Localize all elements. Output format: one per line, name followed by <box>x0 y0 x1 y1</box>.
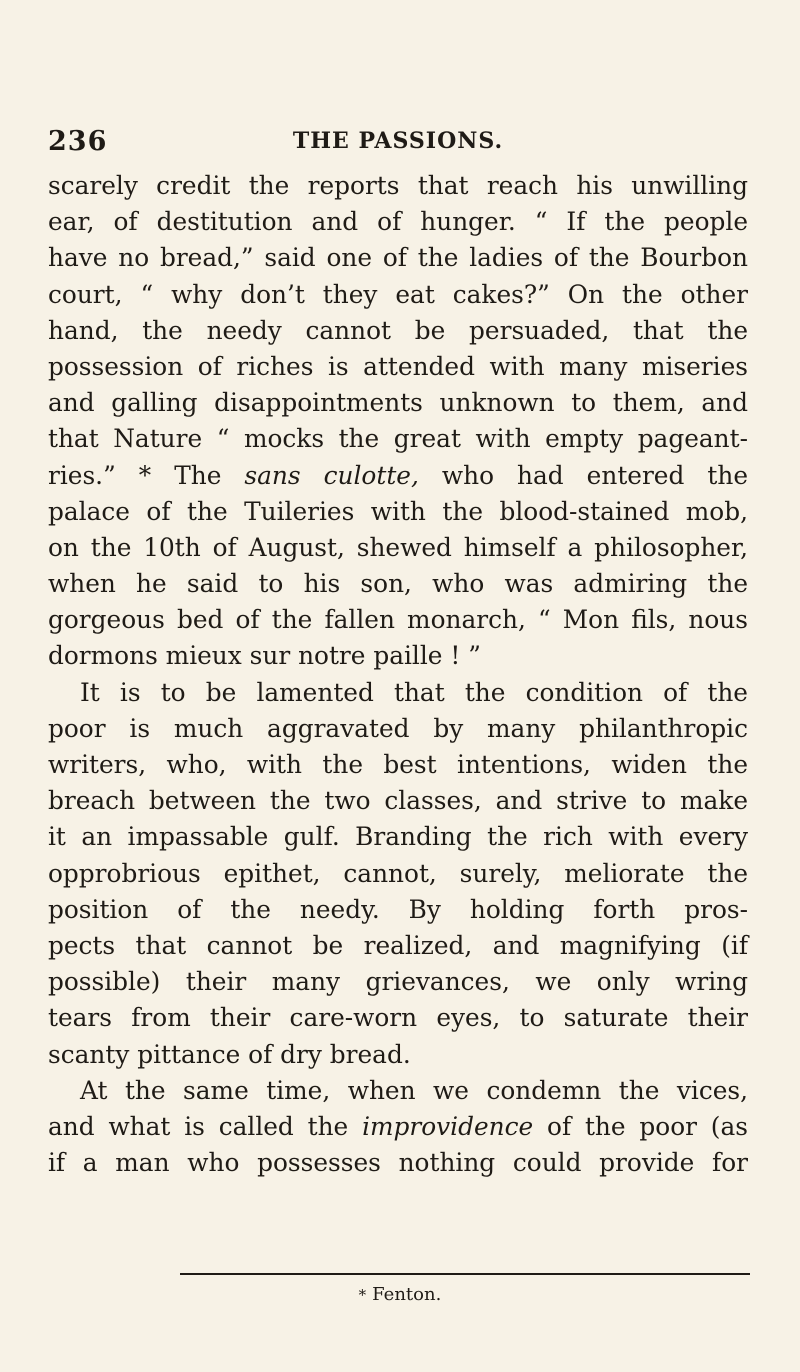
text-line <box>48 458 748 494</box>
text-line: It is to be lamented that the condition of the <box>80 677 748 707</box>
text-line: breach between the two classes, and strive to make <box>48 786 748 816</box>
text-line: opprobrious epithet, cannot, surely, meliorate the <box>48 858 748 888</box>
text-line: writers, who, with the best intentions, widen the <box>48 750 748 779</box>
body-text <box>48 168 748 1181</box>
running-head: THE PASSIONS. <box>292 128 504 154</box>
text-line: have no bread,” said one of the ladies of the Bourbon <box>48 243 748 273</box>
text-line: scarely credit the reports that reach his unwilling <box>48 171 748 200</box>
text-line: position of the needy. By holding forth pros- <box>48 894 748 924</box>
text-line: pects that cannot be realized, and magnifying (if <box>48 930 748 960</box>
text-line: when he said to his son, who was admiring the <box>48 569 748 599</box>
text-segment: who had entered the <box>418 460 748 490</box>
text-line <box>48 1109 748 1145</box>
text-line: ear, of destitution and of hunger. “ If the people <box>48 207 748 237</box>
italic-phrase: sans culotte, <box>244 460 419 490</box>
text-segment: ries.” * The <box>48 460 245 490</box>
text-line: possession of riches is attended with many miseries <box>48 351 748 381</box>
italic-phrase: improvidence <box>362 1111 534 1141</box>
footnote-text: Fenton. <box>372 1284 442 1305</box>
text-line: that Nature “ mocks the great with empty pageant- <box>48 424 748 454</box>
text-line: it an impassable gulf. Branding the rich with every <box>48 822 748 852</box>
text-segment: of the poor (as <box>533 1111 748 1141</box>
footnote <box>0 1284 800 1305</box>
text-line: hand, the needy cannot be persuaded, that the <box>48 315 748 345</box>
text-line: palace of the Tuileries with the blood-stained mob, <box>48 496 748 526</box>
text-line: poor is much aggravated by many philanthropic <box>48 713 748 743</box>
page-header <box>48 126 748 166</box>
text-line: At the same time, when we condemn the vices, <box>80 1075 748 1105</box>
text-line: tears from their care-worn eyes, to saturate their <box>48 1003 748 1033</box>
page-number: 236 <box>48 126 108 157</box>
text-line: if a man who possesses nothing could provide for <box>48 1148 748 1178</box>
text-line: court, “ why don’t they eat cakes?” On the other <box>48 279 748 309</box>
text-segment: and what is called the <box>48 1111 363 1141</box>
text-line: dormons mieux sur notre paille ! ” <box>48 641 481 671</box>
text-line: and galling disappointments unknown to them, and <box>48 388 748 418</box>
footnote-rule <box>180 1273 750 1275</box>
footnote-mark: * <box>358 1286 367 1304</box>
text-line: on the 10th of August, shewed himself a philosopher, <box>48 532 748 562</box>
text-line: gorgeous bed of the fallen monarch, “ Mon fils, nous <box>48 605 748 635</box>
text-line: scanty pittance of dry bread. <box>48 1039 411 1069</box>
text-line: possible) their many grievances, we only wring <box>48 967 748 997</box>
